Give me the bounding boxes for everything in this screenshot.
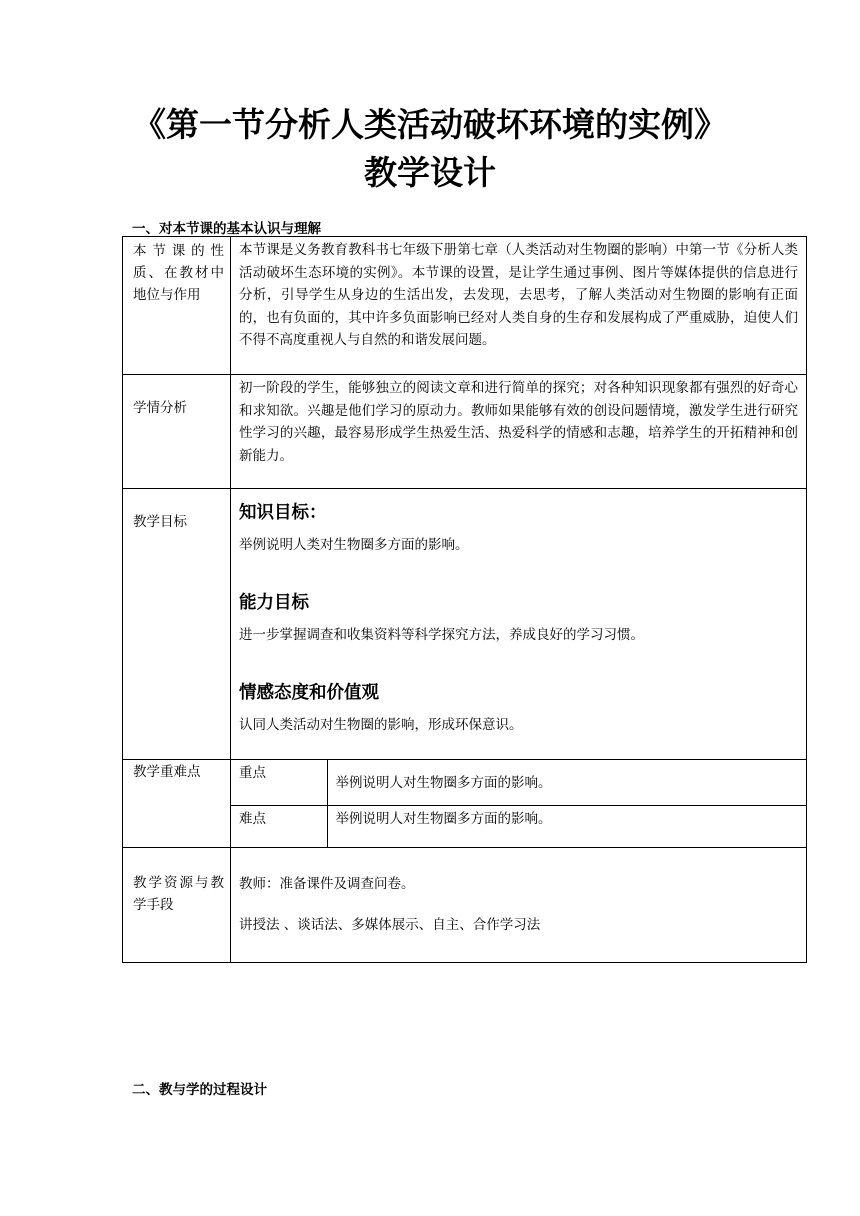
label-nature: 本节课的性质、在教材中地位与作用: [133, 243, 224, 303]
difficult-label: 难点: [231, 805, 327, 847]
resources-teacher-text: 教师：准备课件及调查问卷。: [239, 876, 415, 892]
table-row-goals: [123, 489, 807, 760]
resources-methods-text: 讲授法 、谈话法、多媒体展示、自主、合作学习法: [239, 917, 541, 933]
section-heading-basic-understanding: 一、对本节课的基本认识与理解: [132, 221, 321, 237]
table-row-difficult: [231, 805, 806, 847]
row-label-cell: [123, 760, 231, 848]
text-learners: 初一阶段的学生，能够独立的阅读文章和进行简单的探究；对各种知识现象都有强烈的好奇心和求知欲。兴趣是他们学习的原动力。教师如果能够有效的创设问题情境，激发学生进行研究性学习的兴趣，最容易形成学生热爱生活、热爱科学的情感和志趣，培养学生的开拓精神和创新能力。: [239, 380, 798, 464]
key-label: 重点: [231, 760, 327, 805]
label-learners: 学情分析: [133, 400, 187, 416]
table-row-keypoints: [123, 760, 807, 848]
label-keypoints: 教学重难点: [133, 764, 201, 780]
table-row-nature: [123, 237, 807, 375]
row-content-cell: [231, 237, 807, 375]
difficult-text: 举例说明人对生物圈多方面的影响。: [327, 805, 806, 847]
goal-ability-text: 进一步掌握调查和收集资料等科学探究方法，养成良好的学习习惯。: [239, 627, 644, 643]
lesson-overview-table: [122, 236, 807, 963]
text-nature: 本节课是义务教育教科书七年级下册第七章（人类活动对生物圈的影响）中第一节《分析人类活动破坏生态环境的实例》。本节课的设置，是让学生通过事例、图片等媒体提供的信息进行分析，引导学生从身边的生活出发，去发现，去思考，了解人类活动对生物圈的影响有正面的，也有负面的，其中许多负面影响已经对人类自身的生存和发展构成了严重威胁，迫使人们不得不高度重视人与自然的和谐发展问题。: [239, 242, 798, 348]
row-content-cell: [231, 375, 807, 489]
goal-emotion-text: 认同人类活动对生物圈的影响，形成环保意识。: [239, 717, 523, 733]
row-content-cell: [231, 489, 807, 760]
label-goals: 教学目标: [133, 514, 187, 530]
document-title-line1: 《第一节分析人类活动破坏环境的实例》: [133, 105, 727, 144]
row-label-cell: [123, 375, 231, 489]
row-content-cell: [231, 760, 807, 848]
goal-knowledge-heading: 知识目标：: [239, 503, 327, 523]
row-label-cell: [123, 237, 231, 375]
row-label-cell: [123, 489, 231, 760]
row-content-cell: [231, 848, 807, 963]
key-text: 举例说明人对生物圈多方面的影响。: [327, 760, 806, 805]
goal-emotion-heading: 情感态度和价值观: [239, 683, 379, 703]
row-label-cell: [123, 848, 231, 963]
label-resources: 教学资源与教学手段: [133, 875, 224, 913]
goal-ability-heading: 能力目标: [239, 593, 309, 613]
table-row-resources: [123, 848, 807, 963]
keypoints-subtable: [231, 760, 806, 847]
section-heading-process-design: 二、教与学的过程设计: [132, 1082, 267, 1098]
goal-knowledge-text: 举例说明人类对生物圈多方面的影响。: [239, 537, 469, 553]
table-row-learners: [123, 375, 807, 489]
document-title-line2: 教学设计: [364, 153, 496, 192]
table-row-key: [231, 760, 806, 805]
